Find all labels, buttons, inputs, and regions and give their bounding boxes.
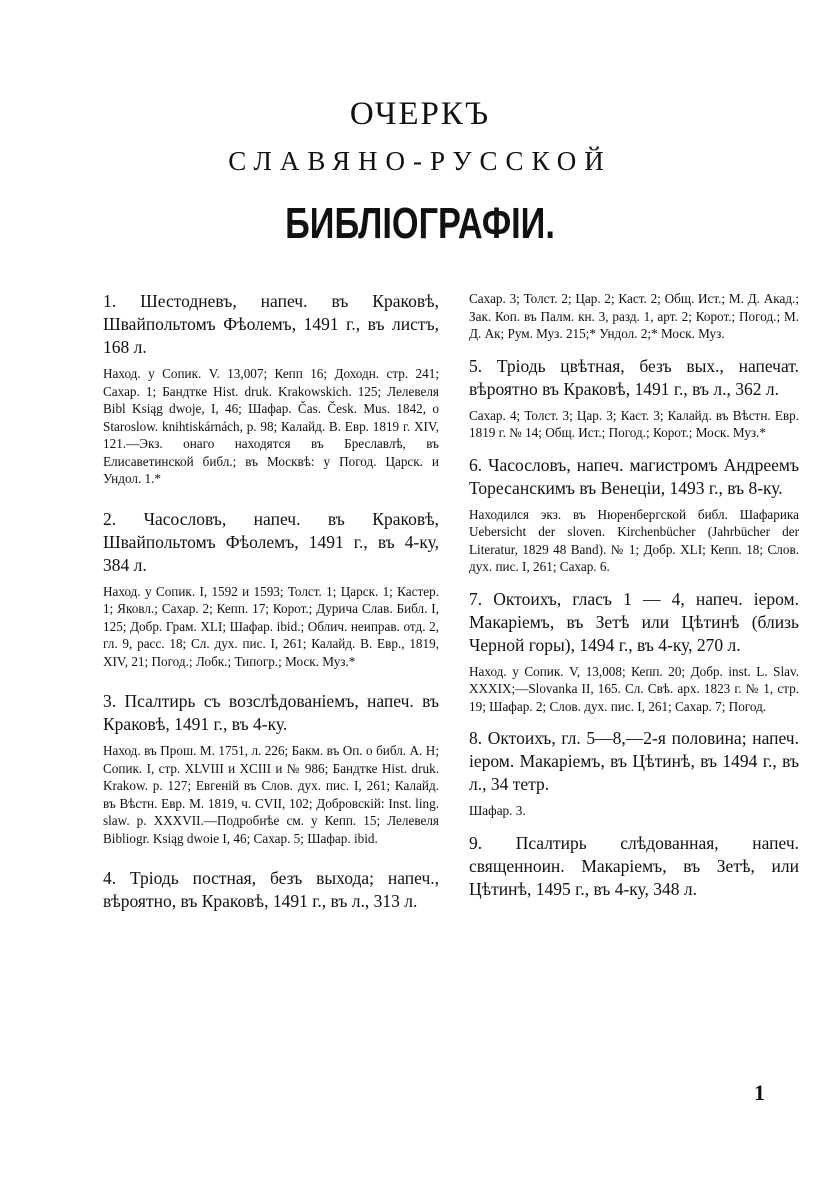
entry-heading: 6. Часословъ, напеч. магистромъ Андреемъ Торесанскимъ въ Венецiи, 1493 г., въ 8-ку. xyxy=(469,454,799,498)
entry-heading: 3. Псалтирь съ возслѣдованiемъ, напеч. въ Краковѣ, 1491 г., въ 4-ку. xyxy=(103,691,439,734)
entry-2 xyxy=(103,508,439,671)
entry-4 xyxy=(103,867,439,913)
entry-1 xyxy=(103,290,439,488)
entry-heading: 1. Шестодневъ, напеч. въ Краковѣ, Швайпольтомъ Фѣолемъ, 1491 г., въ листъ, 168 л. xyxy=(103,291,439,357)
entry-note: Находился экз. въ Нюренбергской библ. Шафарика Uebersicht der sloven. Kirchenbücher (Jahrbücher der Literatur, 1829 48 Band). № 1; Добр. XLI; Кепп. 18; Слов. дух. пис. I, 261; Сахар. 6. xyxy=(469,506,799,574)
entry-heading: 5. Трiодь цвѣтная, безъ вых., напечат. вѣроятно въ Краковѣ, 1491 г., въ л., 362 л. xyxy=(469,355,799,399)
entry-note: Шафар. 3. xyxy=(469,803,526,818)
right-column xyxy=(469,290,799,901)
entry-heading: 2. Часословъ, напеч. въ Краковѣ, Швайпольтомъ Фѣолемъ, 1491 г., въ 4-ку, 384 л. xyxy=(103,508,439,575)
title-line-1: ОЧЕРКЪ xyxy=(349,96,491,132)
entry-4-note-continued: Сахар. 3; Толст. 2; Цар. 2; Каст. 2; Общ. Ист.; М. Д. Акад.; Зак. Коп. въ Палм. кн. 3, разд. 1, арт. 2; Корот.; Погод.; М. Д. Ак; Рум. Муз. 215;* Ундол. 2;* Моск. Муз. xyxy=(469,291,799,341)
entry-heading: 4. Трiодь постная, безъ выхода; напеч., вѣроятно, въ Краковѣ, 1491 г., въ л., 313 л. xyxy=(103,868,439,911)
entry-note: Наход. въ Прош. М. 1751, л. 226; Бакм. въ Оп. о библ. А. Н; Сопик. I, стр. XLVIII и XCIII и № 986; Бандтке Hist. druk. Krakow. p. 127; Евгенiй въ Слов. дух. пис. I, 261; Калайд. въ Вѣстн. Евр. М. 1819, ч. CVII, 102; Добровскiй: Inst. ling. slaw. p. XXXVII.—Подробнѣе см. у Кепп. 15; Лелевеля Bibliogr. Ksiąg dwoie I, 46; Сахар. 5; Шафар. ibid. xyxy=(103,743,439,846)
entry-note: Наход. у Сопик. V. 13,007; Кепп 16; Доходн. стр. 241; Сахар. 1; Бандтке Hist. druk. Krakowskich. 125; Лелевеля Bibl Ksiąg dwoje, I, 46; Шафар. Čas. Česk. Mus. 1842, o Staroslow. knihtiskárnách, p. 98; Калайд. В. Евр. 1819 г. XIV, 121.—Экз. онаго находятся въ Бреславлѣ, въ Елисаветинской библ.; въ Москвѣ: у Погод. Царск. и Ундол. 1.* xyxy=(103,366,439,486)
entry-heading: 8. Октоихъ, гл. 5—8,—2-я половина; напеч. iером. Макарiемъ, въ Цѣтинѣ, въ 1494 г., въ л., 34 тетр. xyxy=(469,728,799,794)
page-number: 1 xyxy=(754,1080,765,1105)
title-line-3: БИБЛIОГРАФIИ. xyxy=(285,199,555,248)
entry-note: Сахар. 4; Толст. 3; Цар. 3; Каст. 3; Калайд. въ Вѣстн. Евр. 1819 г. № 14; Общ. Ист.; Погод.; Корот.; Моск. Муз.* xyxy=(469,407,799,440)
title-line-2: СЛАВЯНО-РУССКОЙ xyxy=(228,146,612,176)
entry-3 xyxy=(103,690,439,847)
entry-heading: 9. Псалтирь слѣдованная, напеч. священноин. Макарiемъ, въ Зетѣ, или Цѣтинѣ, 1495 г., въ 4-ку, 348 л. xyxy=(469,832,799,899)
entry-heading: 7. Октоихъ, гласъ 1 — 4, напеч. iером. Макарiемъ, въ Зетѣ или Цѣтинѣ (близь Черной горы), 1494 г., въ 4-ку, 270 л. xyxy=(469,588,799,655)
entry-7 xyxy=(469,588,799,716)
entry-note: Наход. у Сопик. V, 13,008; Кепп. 20; Добр. inst. L. Slav. XXXIX;—Slovanka II, 165. Сл. Свѣ. арх. 1823 г. № 1, стр. 19; Шафар. 2; Слов. дух. пис. I, 261; Сахар. 7; Погод. xyxy=(469,663,799,714)
entry-note: Наход. у Сопик. I, 1592 и 1593; Толст. 1; Царск. 1; Кастер. 1; Яковл.; Сахар. 2; Кепп. 17; Корот.; Дурича Слав. Библ. I, 125; Добр. Грам. XLI; Шафар. ibid.; Облич. неиправ. отд. 2, гл. 9, расс. 18; Сл. дух. пис. I, 261; Калайд. В. Евр., 1819, XIV, 21; Погод.; Лобк.; Типогр.; Моск. Муз.* xyxy=(103,583,439,669)
entry-8 xyxy=(469,727,799,820)
left-column xyxy=(103,290,439,913)
entry-6 xyxy=(469,454,799,576)
entry-5 xyxy=(469,355,799,442)
entry-9 xyxy=(469,832,799,901)
